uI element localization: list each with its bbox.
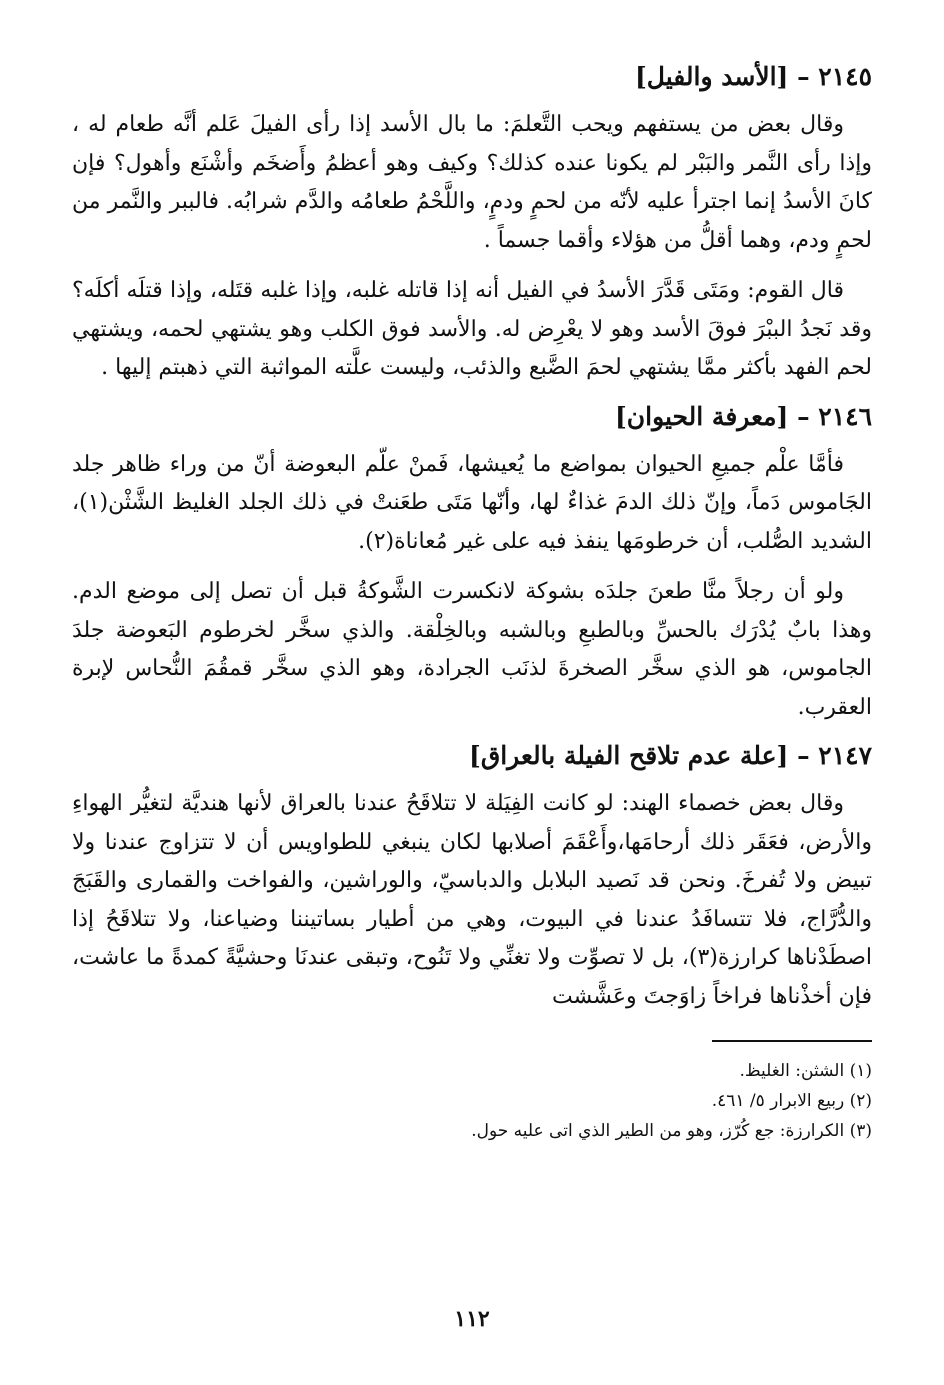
section-2147: [72, 739, 872, 1016]
section-2146: [72, 400, 872, 728]
paragraph: وقال بعض خصماء الهند: لو كانت الفِيَلة لا تتلاقَحُ عندنا بالعراق لأنها هنديَّة لتغيُّر الهواءِ والأرض، فعَقَر ذلك أرحامَها،وأَعْقَمَ أصلابها لكان ينبغي للطواويس أن لا تتزاوج عندنا ولا تبيض ولا تُفرخَ. ونحن قد نَصيد البلابل والدباسيّ، والوراشين، والفواخت والقمارى والقَبَجَ والدُّرَّاج، فلا تتسافَدُ عندنا في البيوت، وهي من أطيار بساتيننا وضياعنا، ولا تتلاقَحُ إذا اصطَدْناها كرارزة(٣)، بل لا تصوِّت ولا تغنِّي ولا تَنُوح، وتبقى عندنَا وحشيَّةً كمدةً ما عاشت، فإن أخذْناها فراخاً زاوَجتَ وعَشَّشت: [72, 791, 872, 1009]
paragraph: ولو أن رجلاً منَّا طعنَ جلدَه بشوكة لانكسرت الشَّوكةُ قبل أن تصل إلى موضع الدم. وهذا بابٌ يُدْرَك بالحسِّ وبالطبعِ وبالشبه وبالخِلْقة. والذي سخَّر لخرطوم البَعوضة جلدَ الجاموس، هو الذي سخَّر الصخرةَ لذنَب الجرادة، وهو الذي سخَّر قمقُمَ النُّحاس لإبرة العقرب.: [72, 579, 872, 720]
footnote: (٢) ربيع الابرار ٥/ ٤٦١.: [711, 1091, 872, 1111]
paragraph: قال القوم: ومَتَى قَدَّرَ الأسدُ في الفيل أنه إذا قاتله غلبه، وإذا غلبه قتَله، وإذا قتلَه أكلَه؟ وقد نَجدُ الببْرَ فوقَ الأسد وهو لا يعْرِض له. والأسد فوق الكلب وهو يشتهي لحمه، ويشتهي لحم الفهد بأكثر ممَّا يشتهي لحمَ الضَّبع والذئب، وليست علَّته المواثبة التي ذهبتم إليها .: [72, 278, 872, 380]
page-number: ١١٢: [454, 1306, 490, 1332]
section-heading: ٢١٤٥ – [الأسد والفيل]: [634, 62, 872, 91]
section-2145: [72, 60, 872, 388]
footnotes: [72, 1056, 872, 1146]
footnote: (٣) الكرارزة: جع كُرّز، وهو من الطير الذي اتى عليه حول.: [471, 1121, 872, 1141]
section-heading: ٢١٤٦ – [معرفة الحيوان]: [614, 401, 872, 431]
footnote-separator: [712, 1040, 872, 1042]
paragraph: فأمَّا علْم جميعِ الحيوان بمواضع ما يُعيشها، فَمنْ علّم البعوضة أنّ من وراء ظاهر جلد الجَاموس دَماً، وإنّ ذلك الدمَ غذاءٌ لها، وأنّها مَتَى طعَنتْ في ذلك الجلد الغليظ الشَّثْن(١)، الشديد الصُّلب، أن خرطومَها ينفذ فيه على غير مُعاناة(٢).: [72, 451, 872, 554]
footnote: (١) الشثن: الغليظ.: [739, 1061, 872, 1081]
paragraph: وقال بعض من يستفهم ويحب التَّعلمَ: ما بال الأسد إذا رأى الفيلَ عَلم أنَّه طعام له ، وإذا رأى النَّمر والبَبْر لم يكونا عنده كذلك؟ وكيف وهو أعظمُ وأَضخَم وأشْنَع وأهول؟ فإن كانَ الأسدُ إنما اجترأ عليه لأنّه من لحمٍ ودمٍ، واللَّحْمُ طعامُه والدَّم شرابُه. فالببر والنَّمر من لحمٍ ودم، وهما أقلُّ من هؤلاء وأقما جسماً .: [72, 112, 872, 253]
section-heading: ٢١٤٧ – [علة عدم تلاقح الفيلة بالعراق]: [469, 741, 872, 770]
